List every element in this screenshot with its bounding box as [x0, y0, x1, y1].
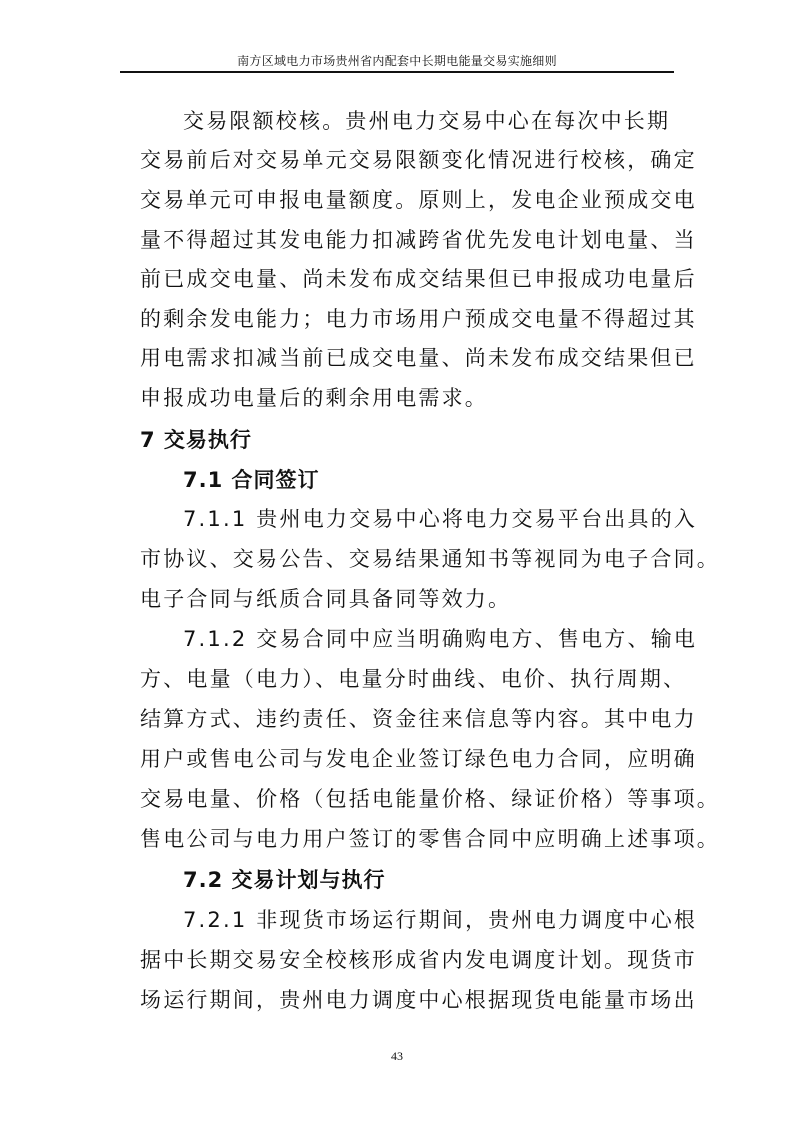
subsection-heading: 7.2 交易计划与执行 [183, 868, 386, 892]
paragraph-line: 场运行期间，贵州电力调度中心根据现货电能量市场出 [140, 988, 697, 1012]
paragraph-line: 的剩余发电能力；电力市场用户预成交电量不得超过其 [140, 307, 697, 331]
paragraph-line: 交易电量、价格（包括电能量价格、绿证价格）等事项。 [140, 787, 720, 811]
paragraph-line: 方、电量（电力）、电量分时曲线、电价、执行周期、 [140, 667, 687, 691]
paragraph-line: 前已成交电量、尚未发布成交结果但已申报成功电量后 [140, 267, 697, 291]
paragraph-line: 7.1.1 贵州电力交易中心将电力交易平台出具的入 [183, 507, 698, 531]
paragraph-line: 交易前后对交易单元交易限额变化情况进行校核，确定 [140, 148, 697, 172]
paragraph-line: 申报成功电量后的剩余用电需求。 [140, 386, 488, 410]
page-number: 43 [391, 1049, 403, 1063]
subsection-heading: 7.1 合同签订 [183, 468, 320, 492]
paragraph-line: 结算方式、违约责任、资金往来信息等内容。其中电力 [140, 707, 697, 731]
paragraph-line: 电子合同与纸质合同具备同等效力。 [140, 587, 512, 611]
paragraph-line: 7.1.2 交易合同中应当明确购电方、售电方、输电 [183, 627, 698, 651]
paragraph-line: 交易限额校核。贵州电力交易中心在每次中长期 [183, 109, 671, 133]
paragraph-line: 售电公司与电力用户签订的零售合同中应明确上述事项。 [140, 827, 720, 851]
paragraph-line: 市协议、交易公告、交易结果通知书等视同为电子合同。 [140, 547, 720, 571]
paragraph-line: 用电需求扣减当前已成交电量、尚未发布成交结果但已 [140, 346, 697, 370]
paragraph-line: 用户或售电公司与发电企业签订绿色电力合同，应明确 [140, 747, 697, 771]
running-header: 南方区域电力市场贵州省内配套中长期电能量交易实施细则 [237, 54, 557, 68]
paragraph-line: 量不得超过其发电能力扣减跨省优先发电计划电量、当 [140, 228, 697, 252]
header-rule [120, 71, 674, 73]
paragraph-line: 交易单元可申报电量额度。原则上，发电企业预成交电 [140, 188, 697, 212]
section-heading: 7 交易执行 [140, 428, 252, 452]
paragraph-line: 据中长期交易安全校核形成省内发电调度计划。现货市 [140, 948, 697, 972]
paragraph-line: 7.2.1 非现货市场运行期间，贵州电力调度中心根 [183, 908, 698, 932]
